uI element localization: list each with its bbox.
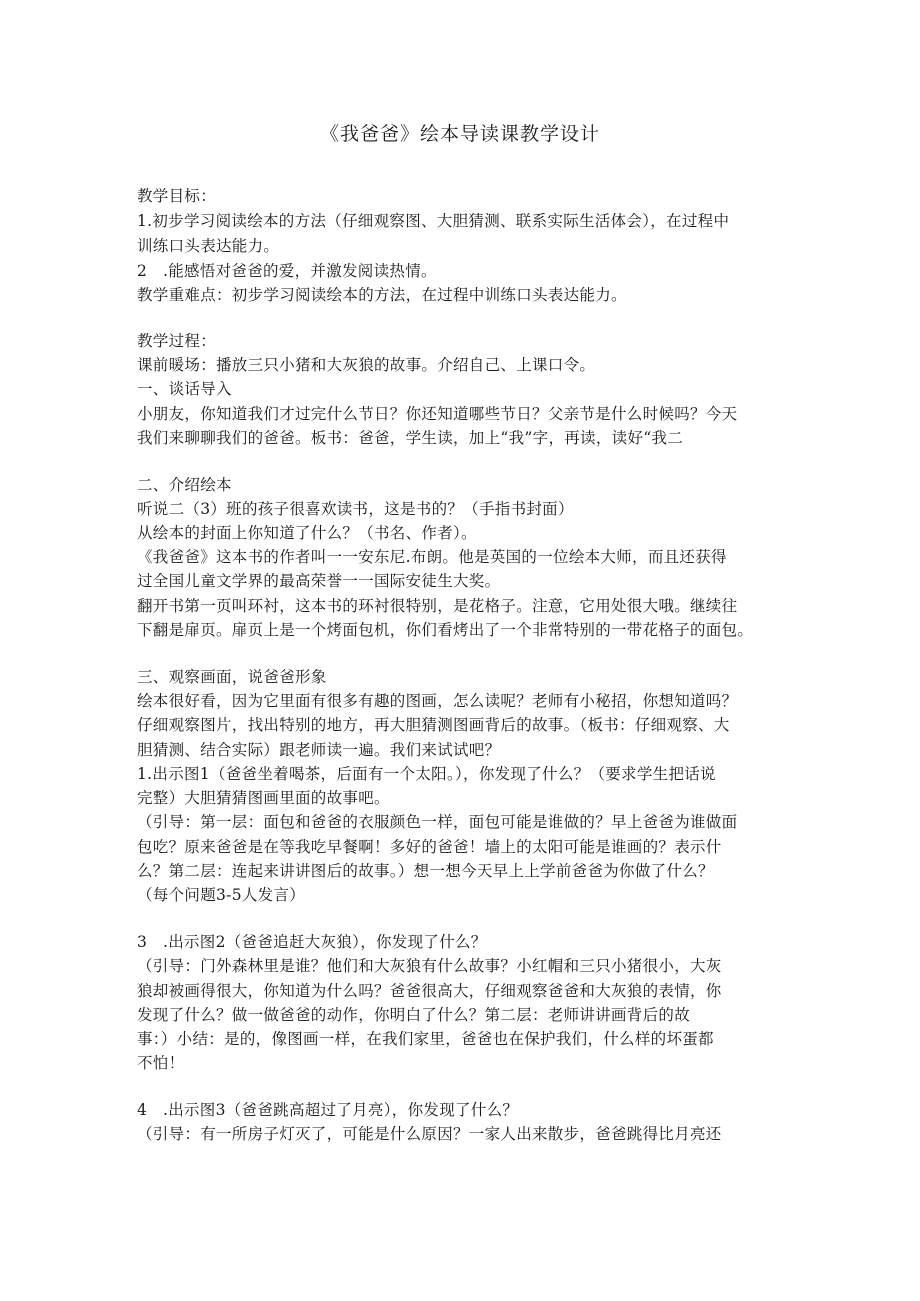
text-line: （引导：第一层：面包和爸爸的衣服颜色一样，面包可能是谁做的？早上爸爸为谁做面 <box>137 813 738 831</box>
text-line: 么？第二层：连起来讲讲图后的故事。）想一想今天早上上学前爸爸为你做了什么？ <box>137 862 714 880</box>
text-line: 事：）小结：是的，像图画一样，在我们家里，爸爸也在保护我们，什么样的坏蛋都 <box>137 1030 714 1048</box>
text-line: 3 .出示图2（爸爸追赶大灰狼），你发现了什么？ <box>137 933 487 951</box>
text-line: 课前暖场：播放三只小猪和大灰狼的故事。介绍自己、上课口令。 <box>137 356 596 374</box>
text-line: 仔细观察图片，找出特别的地方，再大胆猜测图画背后的故事。（板书：仔细观察、大 <box>137 716 730 734</box>
text-line: 听说二（3）班的孩子很喜欢读书，这是书的？（手指书封面） <box>137 500 574 518</box>
section-heading: 三、观察画面，说爸爸形象 <box>137 668 327 686</box>
text-line: 发现了什么？做一做爸爸的动作，你明白了什么？第二层：老师讲讲画背后的故 <box>137 1006 691 1024</box>
text-line: 不怕！ <box>137 1054 185 1072</box>
text-line: 完整）大胆猜猜图画里面的故事吧。 <box>137 789 390 807</box>
text-line: 1.出示图1（爸爸坐着喝茶，后面有一个太阳。），你发现了什么？（要求学生把话说 <box>137 765 716 783</box>
text-line: 《我爸爸》这本书的作者叫一一安东尼.布朗。他是英国的一位绘本大师，而且还获得 <box>137 548 727 566</box>
text-line: 胆猜测、结合实际）跟老师读一遍。我们来试试吧？ <box>137 741 501 759</box>
text-line: （引导：门外森林里是谁？他们和大灰狼有什么故事？小红帽和三只小猪很小，大灰 <box>137 957 722 975</box>
text-line: 4 .出示图3（爸爸跳高超过了月亮），你发现了什么？ <box>137 1101 519 1119</box>
section-heading: 一、谈话导入 <box>137 380 232 398</box>
section-heading: 二、介绍绘本 <box>137 476 232 494</box>
text-line: （引导：有一所房子灯灭了，可能是什么原因？一家人出来散步，爸爸跳得比月亮还 <box>137 1125 722 1143</box>
text-line: 2 .能感悟对爸爸的爱，并激发阅读热情。 <box>137 262 437 280</box>
document-title: 《我爸爸》绘本导读课教学设计 <box>319 123 600 145</box>
text-line: 1.初步学习阅读绘本的方法（仔细观察图、大胆猜测、联系实际生活体会），在过程中 <box>137 212 730 230</box>
text-line: 教学目标： <box>137 187 217 205</box>
text-line: 包吃？原来爸爸是在等我吃早餐啊！多好的爸爸！墙上的太阳可能是谁画的？表示什 <box>137 838 722 856</box>
text-line: 狼却被画得很大，你知道为什么吗？爸爸很高大，仔细观察爸爸和大灰狼的表情，你 <box>137 982 722 1000</box>
text-line: 翻开书第一页叫环衬，这本书的环衬很特别，是花格子。注意，它用处很大哦。继续往 <box>137 597 738 615</box>
text-line: 绘本很好看，因为它里面有很多有趣的图画，怎么读呢？老师有小秘招，你想知道吗？ <box>137 692 738 710</box>
text-line: 我们来聊聊我们的爸爸。板书：爸爸，学生读，加上“我”字，再读，读好“我二 <box>137 429 684 447</box>
text-line: 训练口头表达能力。 <box>137 237 280 255</box>
text-line: 从绘本的封面上你知道了什么？（书名、作者）。 <box>137 524 477 542</box>
text-line: 过全国儿童文学界的最高荣誉一一国际安徒生大奖。 <box>137 572 501 590</box>
text-line: 下翻是扉页。扉页上是一个烤面包机，你们看烤出了一个非常特别的一带花格子的面包。 <box>137 621 754 639</box>
text-line: 教学重难点：初步学习阅读绘本的方法，在过程中训练口头表达能力。 <box>137 286 627 304</box>
text-line: （每个问题3-5人发言） <box>137 886 306 904</box>
text-line: 教学过程： <box>137 332 217 350</box>
text-line: 小朋友，你知道我们才过完什么节日？你还知道哪些节日？父亲节是什么时候吗？今天 <box>137 405 738 423</box>
